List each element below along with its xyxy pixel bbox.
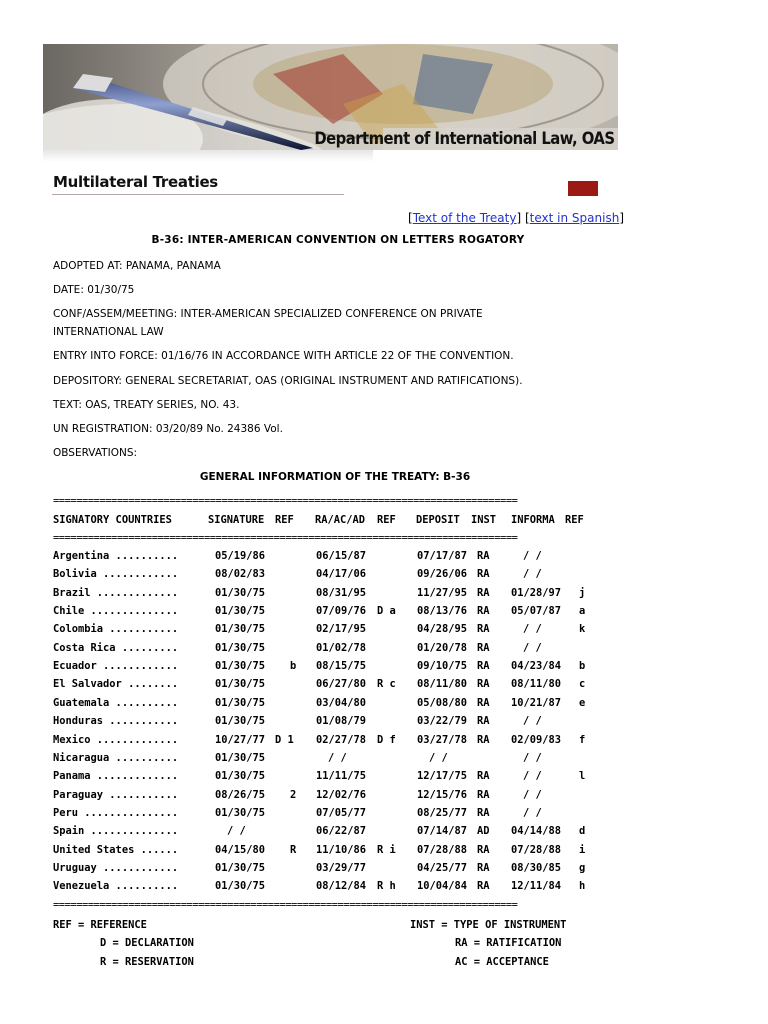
header-informa: INFORMA	[511, 514, 555, 526]
informa-cell: 12/11/84	[511, 880, 562, 893]
informa-ref-cell: j	[579, 586, 586, 599]
bracket-close: ]	[619, 211, 624, 225]
table-row	[0, 844, 768, 862]
signature-cell: 05/19/86	[215, 550, 266, 562]
country-cell: Ecuador ............	[53, 660, 179, 673]
deposit-cell: 08/13/76	[417, 605, 468, 618]
table-row	[0, 789, 768, 807]
inst-cell: RA	[477, 586, 490, 599]
signature-cell: 01/30/75	[215, 641, 266, 654]
table-row	[0, 734, 768, 752]
conf-line-2: INTERNATIONAL LAW	[53, 326, 164, 338]
informa-ref-cell: i	[579, 843, 586, 856]
inst-cell: RA	[477, 623, 490, 636]
ra-ac-ad-cell: 06/27/80	[316, 678, 367, 691]
conf-assem-meeting	[53, 305, 513, 341]
signature-cell: 10/27/77	[215, 733, 266, 746]
ra-ac-ad-cell: 08/15/75	[316, 660, 367, 673]
entry-into-force: ENTRY INTO FORCE: 01/16/76 IN ACCORDANCE WITH ARTICLE 22 OF THE CONVENTION.	[53, 350, 514, 362]
informa-ref-cell: a	[579, 605, 586, 618]
informa-cell: / /	[523, 788, 542, 801]
signature-cell: 01/30/75	[215, 806, 266, 819]
signature-cell: / /	[227, 825, 246, 838]
inst-cell: RA	[477, 788, 490, 801]
text-reference: TEXT: OAS, TREATY SERIES, NO. 43.	[53, 399, 240, 411]
inst-cell: RA	[477, 770, 490, 783]
ra-ac-ad-cell: 03/29/77	[316, 861, 367, 874]
informa-cell: / /	[523, 715, 542, 728]
table-row	[0, 752, 768, 770]
table-row	[0, 550, 768, 568]
header-ra-ac-ad: RA/AC/AD	[315, 514, 366, 526]
country-cell: Honduras ...........	[53, 715, 179, 728]
banner-caption: Department of International Law, OAS	[314, 129, 615, 148]
ra-ac-ad-cell: 08/12/84	[316, 880, 367, 893]
header-signature: SIGNATURE	[208, 514, 265, 526]
ra-ac-ad-cell: 06/15/87	[316, 550, 367, 562]
informa-ref-cell: c	[579, 678, 586, 691]
signature-cell: 01/30/75	[215, 696, 266, 709]
signature-cell: 01/30/75	[215, 605, 266, 618]
section-divider	[52, 194, 344, 195]
ra-ac-ad-cell: 02/17/95	[316, 623, 367, 636]
signature-cell: 01/30/75	[215, 586, 266, 599]
country-cell: Guatemala ..........	[53, 696, 179, 709]
inst-cell: RA	[477, 806, 490, 819]
signature-cell: 01/30/75	[215, 880, 266, 893]
inst-cell: AD	[477, 825, 490, 838]
informa-cell: / /	[523, 770, 542, 783]
informa-cell: 10/21/87	[511, 696, 562, 709]
inst-cell: RA	[477, 715, 490, 728]
country-cell: Costa Rica .........	[53, 641, 179, 654]
country-cell: Chile ..............	[53, 605, 179, 618]
table-row	[0, 770, 768, 788]
informa-ref-cell: f	[579, 733, 586, 746]
table-row	[0, 807, 768, 825]
signature-cell: 01/30/75	[215, 660, 266, 673]
table-row	[0, 825, 768, 843]
header-ref-2: REF	[377, 514, 396, 526]
legend-inst: INST = TYPE OF INSTRUMENT	[410, 919, 567, 931]
inst-cell: RA	[477, 843, 490, 856]
signature-ref-cell: R	[290, 843, 297, 856]
signature-cell: 01/30/75	[215, 861, 266, 874]
bracket-mid: ] [	[516, 211, 530, 225]
deposit-cell: 07/28/88	[417, 843, 468, 856]
deposit-cell: 01/20/78	[417, 641, 468, 654]
deposit-cell: 04/28/95	[417, 623, 468, 636]
deposit-cell: 07/17/87	[417, 550, 468, 562]
country-cell: Uruguay ............	[53, 861, 179, 874]
country-cell: Bolivia ............	[53, 568, 179, 581]
informa-cell: / /	[523, 806, 542, 819]
country-cell: Venezuela ..........	[53, 880, 179, 893]
inst-cell: RA	[477, 880, 490, 893]
deposit-cell: / /	[429, 751, 448, 764]
country-cell: Panama .............	[53, 770, 179, 783]
signature-ref-cell: b	[290, 660, 297, 673]
table-row	[0, 568, 768, 586]
ra-ac-ad-cell: 04/17/06	[316, 568, 367, 581]
country-cell: Paraguay ...........	[53, 788, 179, 801]
table-row	[0, 642, 768, 660]
informa-ref-cell: g	[579, 861, 586, 874]
inst-cell: RA	[477, 605, 490, 618]
table-row	[0, 697, 768, 715]
country-cell: United States ......	[53, 843, 179, 856]
deposit-cell: 08/25/77	[417, 806, 468, 819]
signature-cell: 01/30/75	[215, 770, 266, 783]
informa-cell: / /	[523, 623, 542, 636]
informa-cell: 01/28/97	[511, 586, 562, 599]
ra-ac-ad-cell: 06/22/87	[316, 825, 367, 838]
header-ref-3: REF	[565, 514, 584, 526]
country-cell: Argentina ..........	[53, 550, 179, 562]
signature-cell: 08/26/75	[215, 788, 266, 801]
country-cell: Colombia ...........	[53, 623, 179, 636]
legend-declaration: D = DECLARATION	[100, 937, 194, 949]
header-countries: SIGNATORY COUNTRIES	[53, 514, 172, 526]
table-row	[0, 623, 768, 641]
informa-cell: / /	[523, 641, 542, 654]
observations: OBSERVATIONS:	[53, 447, 138, 459]
table-separator-header: ================================================================================	[53, 532, 518, 544]
oas-banner	[43, 44, 618, 150]
ra-ac-ad-cell: 12/02/76	[316, 788, 367, 801]
un-registration: UN REGISTRATION: 03/20/89 No. 24386 Vol.	[53, 423, 283, 435]
legend-acceptance: AC = ACCEPTANCE	[455, 956, 549, 968]
signature-cell: 01/30/75	[215, 751, 266, 764]
banner-divider	[43, 150, 373, 162]
table-separator-bottom: ================================================================================	[53, 899, 518, 911]
red-marker	[568, 181, 598, 196]
ra-ac-ad-cell: 11/10/86	[316, 843, 367, 856]
informa-ref-cell: k	[579, 623, 586, 636]
informa-cell: 04/23/84	[511, 660, 562, 673]
deposit-cell: 05/08/80	[417, 696, 468, 709]
informa-ref-cell: d	[579, 825, 586, 838]
ra-ac-ad-cell: 01/08/79	[316, 715, 367, 728]
inst-cell: RA	[477, 641, 490, 654]
informa-cell: 04/14/88	[511, 825, 562, 838]
text-in-spanish-link[interactable]: text in Spanish	[529, 211, 620, 225]
ra-ac-ad-cell: 07/05/77	[316, 806, 367, 819]
header-ref-1: REF	[275, 514, 294, 526]
text-of-treaty-link[interactable]: Text of the Treaty	[412, 211, 517, 225]
treaty-title: B-36: INTER-AMERICAN CONVENTION ON LETTERS ROGATORY	[151, 234, 525, 246]
inst-cell: RA	[477, 678, 490, 691]
country-cell: El Salvador ........	[53, 678, 179, 691]
deposit-cell: 10/04/84	[417, 880, 468, 893]
ra-ac-ad-cell: 08/31/95	[316, 586, 367, 599]
ra-ac-ad-cell: 03/04/80	[316, 696, 367, 709]
deposit-cell: 08/11/80	[417, 678, 468, 691]
informa-cell: 05/07/87	[511, 605, 562, 618]
ra-ac-ad-cell: / /	[328, 751, 347, 764]
country-cell: Nicaragua ..........	[53, 751, 179, 764]
table-row	[0, 715, 768, 733]
ra-ac-ad-cell: 01/02/78	[316, 641, 367, 654]
adopted-at: ADOPTED AT: PANAMA, PANAMA	[53, 260, 221, 272]
table-row	[0, 660, 768, 678]
ra-ref-cell: D f	[377, 733, 396, 746]
table-separator-top: ================================================================================	[53, 495, 518, 507]
conf-line-1: CONF/ASSEM/MEETING: INTER-AMERICAN SPECIALIZED CONFERENCE ON PRIVATE	[53, 308, 483, 320]
informa-cell: 07/28/88	[511, 843, 562, 856]
header-inst: INST	[471, 514, 497, 526]
table-row	[0, 678, 768, 696]
ra-ac-ad-cell: 07/09/76	[316, 605, 367, 618]
informa-cell: / /	[523, 550, 542, 562]
deposit-cell: 12/17/75	[417, 770, 468, 783]
deposit-cell: 09/10/75	[417, 660, 468, 673]
informa-ref-cell: h	[579, 880, 586, 893]
informa-cell: 02/09/83	[511, 733, 562, 746]
inst-cell: RA	[477, 660, 490, 673]
header-deposit: DEPOSIT	[416, 514, 460, 526]
ra-ac-ad-cell: 02/27/78	[316, 733, 367, 746]
ra-ref-cell: R c	[377, 678, 396, 691]
country-cell: Spain ..............	[53, 825, 179, 838]
deposit-cell: 03/22/79	[417, 715, 468, 728]
date: DATE: 01/30/75	[53, 284, 135, 296]
informa-cell: / /	[523, 751, 542, 764]
ra-ref-cell: D a	[377, 605, 396, 618]
deposit-cell: 09/26/06	[417, 568, 468, 581]
signature-ref-cell: D 1	[275, 733, 294, 746]
deposit-cell: 12/15/76	[417, 788, 468, 801]
signature-cell: 04/15/80	[215, 843, 266, 856]
ra-ref-cell: R i	[377, 843, 396, 856]
signature-cell: 01/30/75	[215, 715, 266, 728]
signature-cell: 08/02/83	[215, 568, 266, 581]
deposit-cell: 11/27/95	[417, 586, 468, 599]
table-row	[0, 862, 768, 880]
signature-ref-cell: 2	[290, 788, 297, 801]
deposit-cell: 07/14/87	[417, 825, 468, 838]
legend-reservation: R = RESERVATION	[100, 956, 194, 968]
signature-cell: 01/30/75	[215, 678, 266, 691]
general-info-title: GENERAL INFORMATION OF THE TREATY: B-36	[199, 471, 471, 483]
informa-cell: 08/30/85	[511, 861, 562, 874]
inst-cell: RA	[477, 568, 490, 581]
section-title: Multilateral Treaties	[53, 173, 218, 191]
inst-cell: RA	[477, 733, 490, 746]
informa-ref-cell: e	[579, 696, 586, 709]
country-cell: Peru ...............	[53, 806, 179, 819]
table-row	[0, 605, 768, 623]
signature-cell: 01/30/75	[215, 623, 266, 636]
inst-cell: RA	[477, 696, 490, 709]
depository: DEPOSITORY: GENERAL SECRETARIAT, OAS (ORIGINAL INSTRUMENT AND RATIFICATIONS).	[53, 375, 523, 387]
informa-cell: / /	[523, 568, 542, 581]
inst-cell: RA	[477, 550, 490, 562]
ra-ac-ad-cell: 11/11/75	[316, 770, 367, 783]
legend-ratification: RA = RATIFICATION	[455, 937, 562, 949]
legend-ref: REF = REFERENCE	[53, 919, 147, 931]
table-row	[0, 587, 768, 605]
text-links	[408, 211, 624, 225]
deposit-cell: 03/27/78	[417, 733, 468, 746]
country-cell: Mexico .............	[53, 733, 179, 746]
deposit-cell: 04/25/77	[417, 861, 468, 874]
inst-cell: RA	[477, 861, 490, 874]
bracket-open: [	[408, 211, 413, 225]
informa-ref-cell: l	[579, 770, 586, 783]
ra-ref-cell: R h	[377, 880, 396, 893]
table-row	[0, 880, 768, 898]
informa-cell: 08/11/80	[511, 678, 562, 691]
country-cell: Brazil .............	[53, 586, 179, 599]
informa-ref-cell: b	[579, 660, 586, 673]
